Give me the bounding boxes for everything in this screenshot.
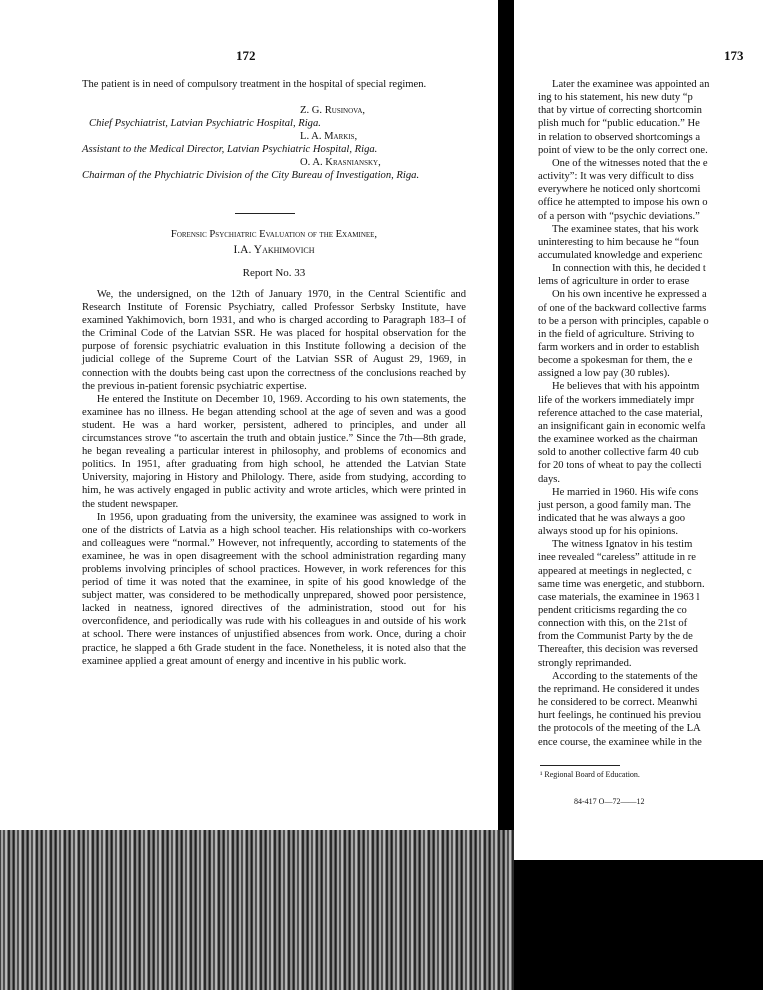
text-line: activity”: It was very difficult to diss	[538, 171, 694, 183]
text-line: ence course, the examinee while in the	[538, 736, 702, 748]
right-page-number: 173	[724, 48, 744, 63]
text-line: assigned a low pay (30 rubles).	[538, 368, 670, 380]
text-line: inee revealed “careless” attitude in re	[538, 552, 696, 564]
section-title: Forensic Psychiatric Evaluation of the Examinee,	[170, 229, 378, 240]
signatory-title: Chief Psychiatrist, Latvian Psychiatric Hospital, Riga.	[89, 118, 321, 130]
text-line: The witness Ignatov in his testim	[552, 539, 693, 551]
text-line: connection with this, on the 21st of	[538, 618, 688, 630]
section-divider	[235, 213, 295, 214]
text-line: uninteresting to him because he “foun	[538, 236, 699, 248]
text-line: He married in 1960. His wife cons	[552, 486, 699, 498]
text-line: accumulated knowledge and experienc	[538, 249, 703, 261]
text-line: lems of agriculture in order to erase	[538, 276, 690, 288]
signatory-name: L. A. Markis,	[300, 131, 358, 143]
text-line: just person, a good family man. The	[538, 499, 691, 511]
signatory-name: O. A. Krasniansky,	[300, 157, 381, 169]
text-line: In connection with this, he decided t	[552, 263, 706, 275]
report-body	[82, 288, 466, 668]
text-line: the reprimand. He considered it undes	[538, 683, 700, 695]
print-code: 84-417 O—72——12	[574, 797, 645, 806]
text-line: case materials, the examinee in 1963 l	[538, 591, 700, 603]
signature-block	[82, 104, 472, 183]
scan-artifact	[0, 830, 514, 990]
text-line: sold to another collective farm 40 cub	[538, 447, 699, 459]
text-line: office he attempted to impose his own o	[538, 197, 708, 209]
text-line: in the field of agriculture. Striving to	[538, 328, 695, 340]
text-line: he considered to be correct. Meanwhi	[538, 697, 698, 709]
left-page-number: 172	[236, 48, 256, 63]
text-line: The examinee states, that his work	[552, 223, 699, 235]
intro-paragraph: The patient is in need of compulsory treatment in the hospital of special regimen.	[82, 79, 427, 90]
text-line: He believes that with his appointm	[552, 381, 700, 393]
right-page	[514, 0, 763, 860]
text-line: life of the workers immediately impr	[538, 394, 695, 406]
text-line: of a person with “psychic deviations.”	[538, 210, 700, 222]
text-line: the protocols of the meeting of the LA	[538, 723, 701, 735]
text-line: Thereafter, this decision was reversed	[538, 644, 698, 656]
body-paragraph: He entered the Institute on December 10, 1969. According to his own statements, the examinee has no illness. He began attending school at the age of seven and was a good student. He was a hard worker, persistent, adhered to principles, and under all circumstances strove “to ascertain the truth and obtain justice.” Since the 7th—8th grade, he began revealing a particular interest in philosophy, and problems of economics and politics. In 1951, after graduating from high school, he attended the Latvian State University, majoring in History and Philology. There, aside from studying, according to him, he was actively engaged in public activity and wrote articles, which were printed in the student newspaper.	[82, 393, 466, 510]
text-line: reference attached to the case material,	[538, 407, 703, 419]
text-line: indicated that he was always a goo	[538, 512, 686, 524]
report-number: Report No. 33	[242, 267, 306, 279]
text-line: One of the witnesses noted that the e	[552, 157, 708, 169]
text-line: in relation to observed shortcomings a	[538, 131, 701, 143]
text-line: everywhere he noticed only shortcomi	[538, 184, 701, 196]
text-line: plish much for “public education.” He	[538, 118, 700, 130]
text-line: According to the statements of the	[552, 670, 698, 682]
section-name: I.A. Yakhimovich	[233, 244, 315, 256]
text-line: On his own incentive he expressed a	[552, 289, 707, 301]
text-line: an insignificant gain in economic welfa	[538, 420, 706, 432]
footnote: ¹ Regional Board of Education.	[540, 770, 640, 779]
text-line: hurt feelings, he continued his previou	[538, 710, 701, 722]
text-line: that by virtue of correcting shortcomin	[538, 105, 702, 117]
text-line: strongly reprimanded.	[538, 657, 632, 669]
text-line: days.	[538, 473, 561, 485]
text-line: for 20 tons of wheat to pay the collecti	[538, 460, 702, 472]
text-line: from the Communist Party by the de	[538, 631, 693, 643]
signatory-title: Chairman of the Phychiatric Division of the City Bureau of Investigation, Riga.	[82, 170, 420, 182]
text-line: become a spokesman for them, the e	[538, 355, 693, 367]
text-line: to be a person with principles, capable o	[538, 315, 709, 327]
text-line: same time was energetic, and stubborn.	[538, 578, 705, 590]
text-line: farm workers and in order to establish	[538, 342, 700, 353]
signatory-title: Assistant to the Medical Director, Latvian Psychiatric Hospital, Riga.	[82, 144, 378, 156]
text-line: point of view to be the only correct one.	[538, 144, 708, 156]
text-line: always stood up for his opinions.	[538, 526, 679, 538]
text-line: Later the examinee was appointed an	[552, 79, 710, 90]
text-line: ing to his statement, his new duty “p	[538, 92, 693, 104]
footnote-rule	[540, 765, 620, 766]
body-paragraph: We, the undersigned, on the 12th of January 1970, in the Central Scientific and Research Institute of Forensic Psychiatry, called Professor Serbsky Institute, have examined Yakhimovich, born 1931, and who is charged according to Paragraph 183–I of the Criminal Code of the Latvian SSR. He was placed for hospital observation for the purpose of forensic psychiatric evaluation in this Institute following a decision of the judicial college of the Supreme Court of the Latvian SSR of August 29, 1969, in connection with the doubts being cast upon the correctness of the conclusions reached by the previous in-patient forensic psychiatric expertise.	[82, 289, 466, 392]
body-paragraph: In 1956, upon graduating from the university, the examinee was assigned to work in one of the districts of Latvia as a high school teacher. His relationships with co-workers and colleagues were “normal.” However, not infrequently, according to statements of the examinee, he was in open disagreement with the school administration regarding many problems involving principles of school practices. However, in work references for this period of time it was noted that the examinee, in spite of his good knowledge of the subject matter, was considered to be methodically unprepared, showed poor persistence, lacked in neatness, ignored directives of the administration, stood out for his overconfidence, and periodically was rude with his colleagues in and outside of his work at school. There were instances of unjustified absences from work. Once, during a choir practice, he slapped a 6th Grade student in the face. Nonetheless, it is noted also that the examinee applied a great amount of energy and incentive in his public work.	[82, 511, 466, 667]
text-line: appeared at meetings in neglected, c	[538, 565, 692, 577]
text-line: the examinee worked as the chairman	[538, 434, 698, 446]
text-line: of one of the backward collective farms	[538, 302, 707, 314]
text-line: pendent criticisms regarding the co	[538, 605, 687, 616]
intro-text	[82, 78, 466, 91]
signatory-name: Z. G. Rusinova,	[300, 105, 366, 116]
